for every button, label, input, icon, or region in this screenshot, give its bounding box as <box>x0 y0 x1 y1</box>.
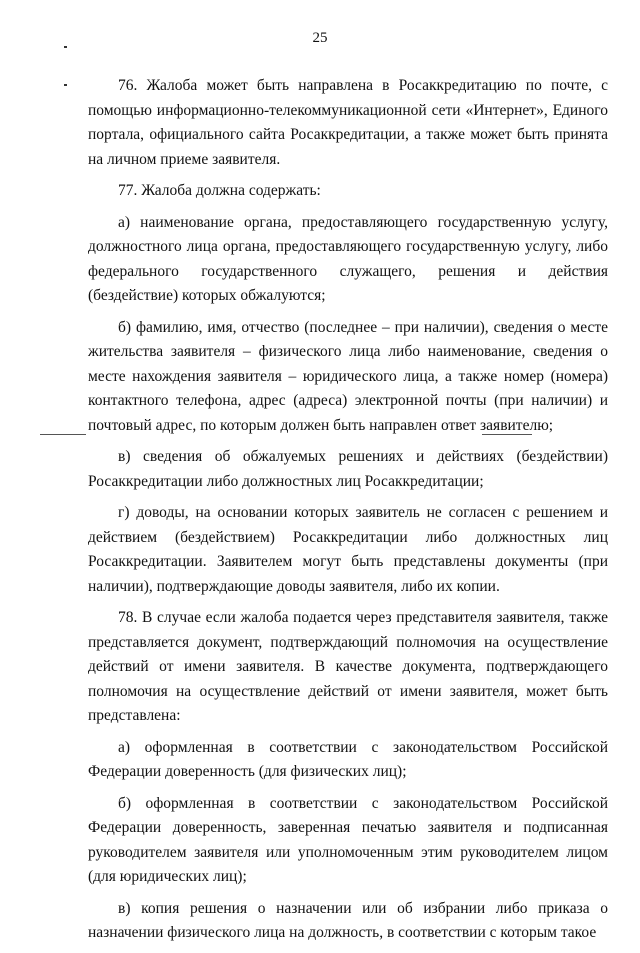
item-78-v: в) копия решения о назначении или об избрании либо приказа о назначении физического лица на должность, в соответствии с которым такое <box>88 899 608 941</box>
item-77-a: а) наименование органа, предоставляющего государственную услугу, должностного лица органа, предоставляющего государственную услугу, либо федерального государственного служащего, решения и действия (бездействие) которых обжалуются; <box>88 213 608 304</box>
scan-line-right <box>482 434 532 435</box>
item-77-b: б) фамилию, имя, отчество (последнее – при наличии), сведения о месте жительства заявителя – физического лица либо наименование, сведения о месте нахождения заявителя – юридического лица, а также номер (номера) контактного телефона, адрес (адреса) электронной почты (при наличии) и почтовый адрес, по которым должен быть направлен ответ заявителю; <box>88 318 608 434</box>
paragraph-77: 77. Жалоба должна содержать: <box>118 182 321 199</box>
page-number: 25 <box>312 30 328 46</box>
scan-line-left <box>40 434 86 435</box>
document-body <box>88 74 608 953</box>
paragraph-78: 78. В случае если жалоба подается через представителя заявителя, также представляется документ, подтверждающий полномочия на осуществление действий от имени заявителя. В качестве документа, подтверждающего полномочия на осуществление действий от имени заявителя, может быть представлена: <box>88 609 608 724</box>
item-78-a: а) оформленная в соответствии с законодательством Российской Федерации доверенность (для физических лиц); <box>88 738 608 780</box>
item-78-b: б) оформленная в соответствии с законодательством Российской Федерации доверенность, заверенная печатью заявителя и подписанная руководителем заявителя или уполномоченным этим руководителем лицом (для юридических лиц); <box>88 794 608 885</box>
scan-mark <box>64 46 67 48</box>
paragraph-76: 76. Жалоба может быть направлена в Росаккредитацию по почте, с помощью информационно-телекоммуникационной сети «Интернет», Единого портала, официального сайта Росаккредитации, а также может быть принята на личном приеме заявителя. <box>88 77 608 168</box>
item-77-g: г) доводы, на основании которых заявитель не согласен с решением и действием (бездействием) Росаккредитации либо должностных лиц Росаккредитации. Заявителем могут быть представлены документы (при наличии), подтверждающие доводы заявителя, либо их копии. <box>88 504 608 595</box>
scan-mark <box>64 84 67 86</box>
item-77-v: в) сведения об обжалуемых решениях и действиях (бездействии) Росаккредитации либо должностных лиц Росаккредитации; <box>88 448 608 490</box>
